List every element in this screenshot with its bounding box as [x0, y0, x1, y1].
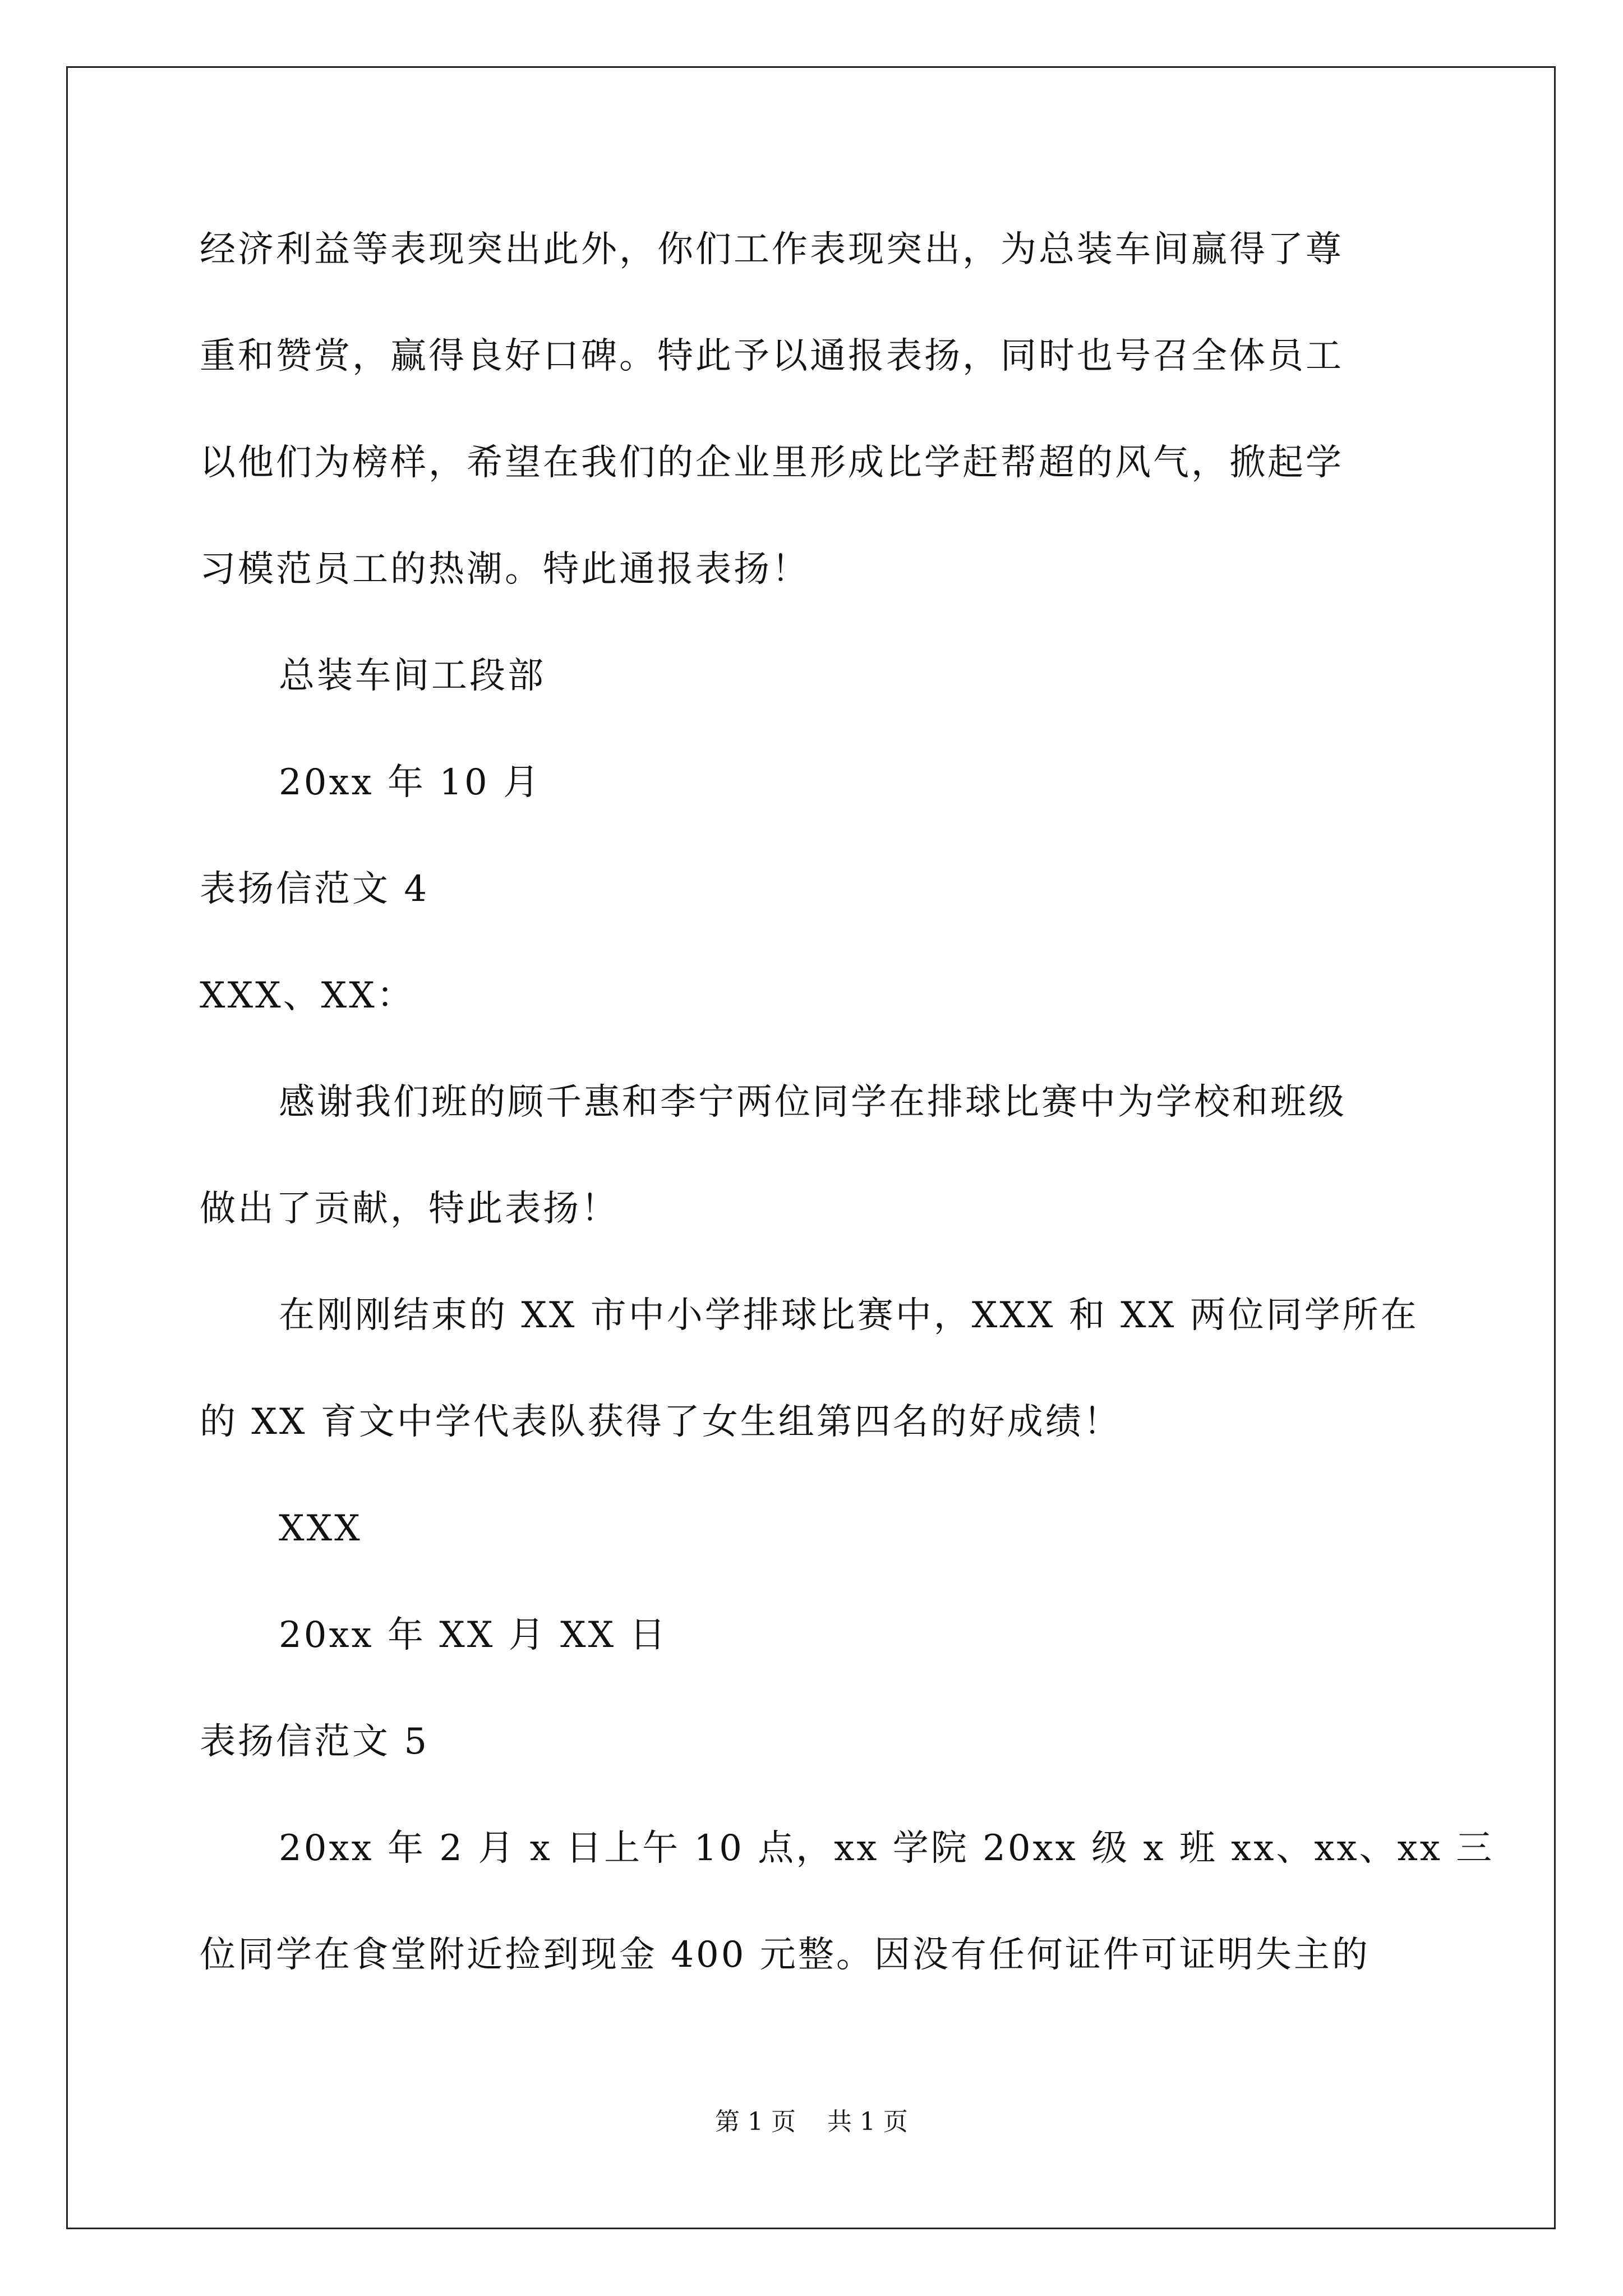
body-text-line: 习模范员工的热潮。特此通报表扬！: [200, 549, 810, 590]
section-heading: 表扬信范文 4: [200, 868, 430, 910]
body-text-line: 感谢我们班的顾千惠和李宁两位同学在排球比赛中为学校和班级: [279, 1082, 1347, 1123]
salutation: XXX、XX：: [200, 975, 415, 1016]
section-heading: 表扬信范文 5: [200, 1721, 430, 1763]
signature-date: 20xx 年 XX 月 XX 日: [279, 1614, 668, 1656]
body-text-line: 做出了贡献，特此表扬！: [200, 1188, 619, 1230]
signature-date: 20xx 年 10 月: [279, 762, 542, 803]
body-text-line: 在刚刚结束的 XX 市中小学排球比赛中，XXX 和 XX 两位同学所在: [279, 1295, 1419, 1336]
signature-department: 总装车间工段部: [279, 655, 546, 697]
body-text-line: 经济利益等表现突出此外，你们工作表现突出，为总装车间赢得了尊: [200, 229, 1344, 270]
body-text-line: 重和赞赏，赢得良好口碑。特此予以通报表扬，同时也号召全体员工: [200, 335, 1344, 377]
body-text-line: 以他们为榜样，希望在我们的企业里形成比学赶帮超的风气，掀起学: [200, 442, 1344, 484]
body-text-line: 的 XX 育文中学代表队获得了女生组第四名的好成绩！: [200, 1401, 1122, 1443]
signature-name: XXX: [279, 1508, 362, 1549]
page-number-footer: 第 1 页 共 1 页: [715, 2108, 908, 2136]
body-text-line: 20xx 年 2 月 x 日上午 10 点，xx 学院 20xx 级 x 班 xx、xx、xx 三: [279, 1828, 1495, 1869]
page-frame: [66, 66, 1556, 2229]
body-text-line: 位同学在食堂附近捡到现金 400 元整。因没有任何证件可证明失主的: [200, 1934, 1370, 1976]
